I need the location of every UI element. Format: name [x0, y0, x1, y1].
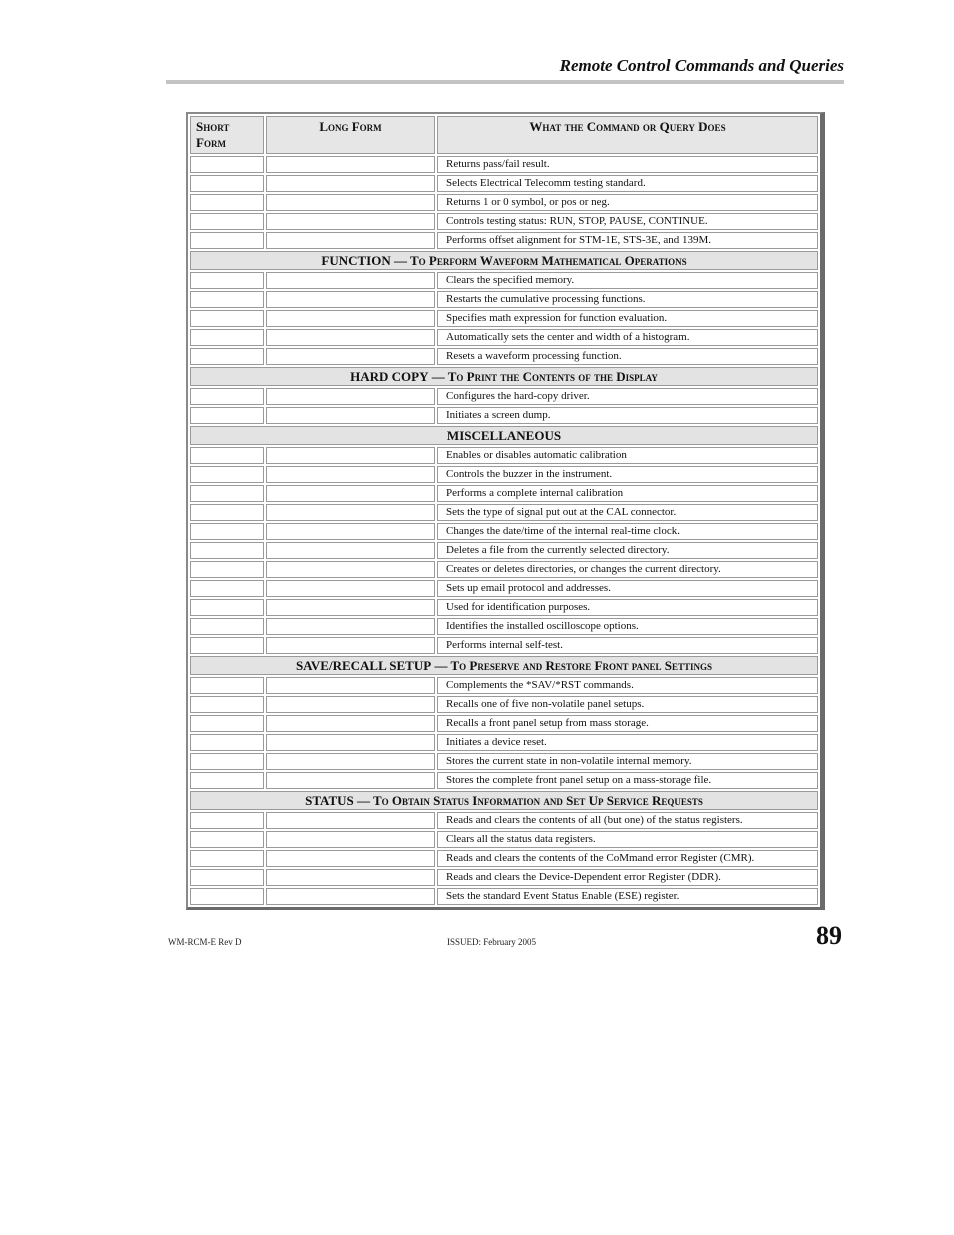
- short-form-cell: [190, 175, 264, 192]
- table-row: [190, 175, 818, 192]
- table-row: [190, 466, 818, 483]
- short-form-cell: [190, 407, 264, 424]
- table-row: [190, 329, 818, 346]
- page-header-title: Remote Control Commands and Queries: [559, 56, 844, 75]
- long-form-cell: [266, 753, 435, 770]
- short-form-cell: [190, 618, 264, 635]
- table-row: [190, 447, 818, 464]
- long-form-cell: [266, 542, 435, 559]
- section-heading: [190, 251, 818, 270]
- long-form-cell: [266, 329, 435, 346]
- short-form-cell: [190, 232, 264, 249]
- short-form-cell: [190, 466, 264, 483]
- long-form-cell: [266, 677, 435, 694]
- short-form-cell: [190, 485, 264, 502]
- section-heading-main: SAVE/RECALL SETUP: [295, 658, 432, 673]
- description-cell: Returns 1 or 0 symbol, or pos or neg.: [437, 194, 818, 211]
- description-cell: Controls testing status: RUN, STOP, PAUSE, CONTINUE.: [437, 213, 818, 230]
- description-cell: Reads and clears the contents of the CoMmand error Register (CMR).: [437, 850, 818, 867]
- section-heading: [190, 791, 818, 810]
- section-heading-row: [190, 656, 818, 675]
- table-row: [190, 850, 818, 867]
- table-row: [190, 677, 818, 694]
- table-row: [190, 831, 818, 848]
- short-form-cell: [190, 310, 264, 327]
- description-cell: Performs internal self-test.: [437, 637, 818, 654]
- short-form-cell: [190, 753, 264, 770]
- description-cell: Resets a waveform processing function.: [437, 348, 818, 365]
- section-heading-sub: — To Perform Waveform Mathematical Operations: [390, 253, 687, 268]
- section-heading-main: STATUS: [305, 793, 354, 808]
- description-cell: Selects Electrical Telecomm testing standard.: [437, 175, 818, 192]
- short-form-cell: [190, 348, 264, 365]
- table-row: [190, 291, 818, 308]
- description-cell: Creates or deletes directories, or changes the current directory.: [437, 561, 818, 578]
- description-cell: Sets the standard Event Status Enable (ESE) register.: [437, 888, 818, 905]
- long-form-cell: [266, 447, 435, 464]
- description-cell: Complements the *SAV/*RST commands.: [437, 677, 818, 694]
- short-form-cell: [190, 734, 264, 751]
- description-cell: Clears the specified memory.: [437, 272, 818, 289]
- footer-issued: ISSUED: February 2005: [447, 937, 536, 947]
- long-form-cell: [266, 156, 435, 173]
- long-form-cell: [266, 291, 435, 308]
- short-form-cell: [190, 888, 264, 905]
- short-form-cell: [190, 715, 264, 732]
- description-cell: Changes the date/time of the internal real-time clock.: [437, 523, 818, 540]
- table-row: [190, 580, 818, 597]
- short-form-cell: [190, 599, 264, 616]
- table-row: [190, 734, 818, 751]
- long-form-cell: [266, 175, 435, 192]
- table-row: [190, 485, 818, 502]
- header-rule: [166, 80, 844, 84]
- long-form-cell: [266, 232, 435, 249]
- long-form-cell: [266, 888, 435, 905]
- short-form-cell: [190, 388, 264, 405]
- section-heading-row: [190, 791, 818, 810]
- short-form-cell: [190, 637, 264, 654]
- table-header-row: [190, 116, 818, 154]
- section-heading: [190, 656, 818, 675]
- description-cell: Stores the current state in non-volatile internal memory.: [437, 753, 818, 770]
- short-form-cell: [190, 329, 264, 346]
- table-row: [190, 561, 818, 578]
- long-form-cell: [266, 696, 435, 713]
- table-row: [190, 542, 818, 559]
- short-form-cell: [190, 447, 264, 464]
- table-row: [190, 156, 818, 173]
- description-cell: Recalls a front panel setup from mass storage.: [437, 715, 818, 732]
- short-form-cell: [190, 291, 264, 308]
- description-cell: Specifies math expression for function evaluation.: [437, 310, 818, 327]
- section-heading: [190, 367, 818, 386]
- description-cell: Identifies the installed oscilloscope options.: [437, 618, 818, 635]
- long-form-cell: [266, 213, 435, 230]
- description-cell: Reads and clears the Device-Dependent error Register (DDR).: [437, 869, 818, 886]
- footer-doc-id: WM-RCM-E Rev D: [168, 937, 242, 947]
- table-row: [190, 772, 818, 789]
- description-cell: Deletes a file from the currently selected directory.: [437, 542, 818, 559]
- long-form-cell: [266, 734, 435, 751]
- description-cell: Controls the buzzer in the instrument.: [437, 466, 818, 483]
- description-cell: Reads and clears the contents of all (but one) of the status registers.: [437, 812, 818, 829]
- section-heading: [190, 426, 818, 445]
- short-form-cell: [190, 504, 264, 521]
- description-cell: Restarts the cumulative processing functions.: [437, 291, 818, 308]
- long-form-cell: [266, 637, 435, 654]
- short-form-cell: [190, 850, 264, 867]
- table-row: [190, 388, 818, 405]
- table-row: [190, 637, 818, 654]
- table-row: [190, 348, 818, 365]
- long-form-cell: [266, 599, 435, 616]
- short-form-cell: [190, 523, 264, 540]
- long-form-cell: [266, 310, 435, 327]
- long-form-cell: [266, 466, 435, 483]
- short-form-cell: [190, 272, 264, 289]
- description-cell: Sets up email protocol and addresses.: [437, 580, 818, 597]
- column-header-description: What the Command or Query Does: [437, 116, 818, 154]
- description-cell: Performs offset alignment for STM-1E, STS-3E, and 139M.: [437, 232, 818, 249]
- table-body: [190, 156, 818, 905]
- long-form-cell: [266, 348, 435, 365]
- long-form-cell: [266, 388, 435, 405]
- table-row: [190, 696, 818, 713]
- section-heading-main: MISCELLANEOUS: [446, 428, 562, 443]
- short-form-cell: [190, 831, 264, 848]
- long-form-cell: [266, 504, 435, 521]
- long-form-cell: [266, 715, 435, 732]
- description-cell: Initiates a screen dump.: [437, 407, 818, 424]
- short-form-cell: [190, 696, 264, 713]
- long-form-cell: [266, 869, 435, 886]
- long-form-cell: [266, 194, 435, 211]
- section-heading-sub: — To Obtain Status Information and Set Up Service Requests: [353, 793, 703, 808]
- short-form-cell: [190, 580, 264, 597]
- section-heading-main: FUNCTION: [321, 253, 391, 268]
- long-form-cell: [266, 831, 435, 848]
- table-row: [190, 194, 818, 211]
- short-form-cell: [190, 869, 264, 886]
- short-form-cell: [190, 213, 264, 230]
- short-form-cell: [190, 772, 264, 789]
- description-cell: Recalls one of five non-volatile panel setups.: [437, 696, 818, 713]
- short-form-cell: [190, 561, 264, 578]
- table-row: [190, 888, 818, 905]
- short-form-cell: [190, 542, 264, 559]
- short-form-cell: [190, 156, 264, 173]
- description-cell: Enables or disables automatic calibration: [437, 447, 818, 464]
- long-form-cell: [266, 580, 435, 597]
- section-heading-row: [190, 426, 818, 445]
- short-form-cell: [190, 812, 264, 829]
- section-heading-sub: — To Print the Contents of the Display: [428, 369, 658, 384]
- long-form-cell: [266, 561, 435, 578]
- column-header-short-form: Short Form: [190, 116, 264, 154]
- long-form-cell: [266, 485, 435, 502]
- description-cell: Clears all the status data registers.: [437, 831, 818, 848]
- long-form-cell: [266, 523, 435, 540]
- long-form-cell: [266, 618, 435, 635]
- long-form-cell: [266, 850, 435, 867]
- description-cell: Performs a complete internal calibration: [437, 485, 818, 502]
- table-row: [190, 753, 818, 770]
- table-row: [190, 272, 818, 289]
- table-row: [190, 523, 818, 540]
- column-header-long-form: Long Form: [266, 116, 435, 154]
- table-row: [190, 715, 818, 732]
- description-cell: Automatically sets the center and width of a histogram.: [437, 329, 818, 346]
- short-form-cell: [190, 194, 264, 211]
- section-heading-sub: — To Preserve and Restore Front panel Settings: [431, 658, 713, 673]
- table-row: [190, 407, 818, 424]
- table-row: [190, 310, 818, 327]
- table-row: [190, 232, 818, 249]
- table-row: [190, 213, 818, 230]
- long-form-cell: [266, 407, 435, 424]
- table-row: [190, 812, 818, 829]
- description-cell: Returns pass/fail result.: [437, 156, 818, 173]
- description-cell: Sets the type of signal put out at the CAL connector.: [437, 504, 818, 521]
- description-cell: Initiates a device reset.: [437, 734, 818, 751]
- long-form-cell: [266, 772, 435, 789]
- section-heading-main: HARD COPY: [350, 369, 429, 384]
- table-row: [190, 599, 818, 616]
- table-row: [190, 504, 818, 521]
- long-form-cell: [266, 272, 435, 289]
- commands-table: [186, 112, 825, 910]
- table-row: [190, 618, 818, 635]
- description-cell: Stores the complete front panel setup on a mass-storage file.: [437, 772, 818, 789]
- table-row: [190, 869, 818, 886]
- section-heading-row: [190, 251, 818, 270]
- long-form-cell: [266, 812, 435, 829]
- page-number: 89: [816, 921, 842, 950]
- short-form-cell: [190, 677, 264, 694]
- section-heading-row: [190, 367, 818, 386]
- description-cell: Used for identification purposes.: [437, 599, 818, 616]
- description-cell: Configures the hard-copy driver.: [437, 388, 818, 405]
